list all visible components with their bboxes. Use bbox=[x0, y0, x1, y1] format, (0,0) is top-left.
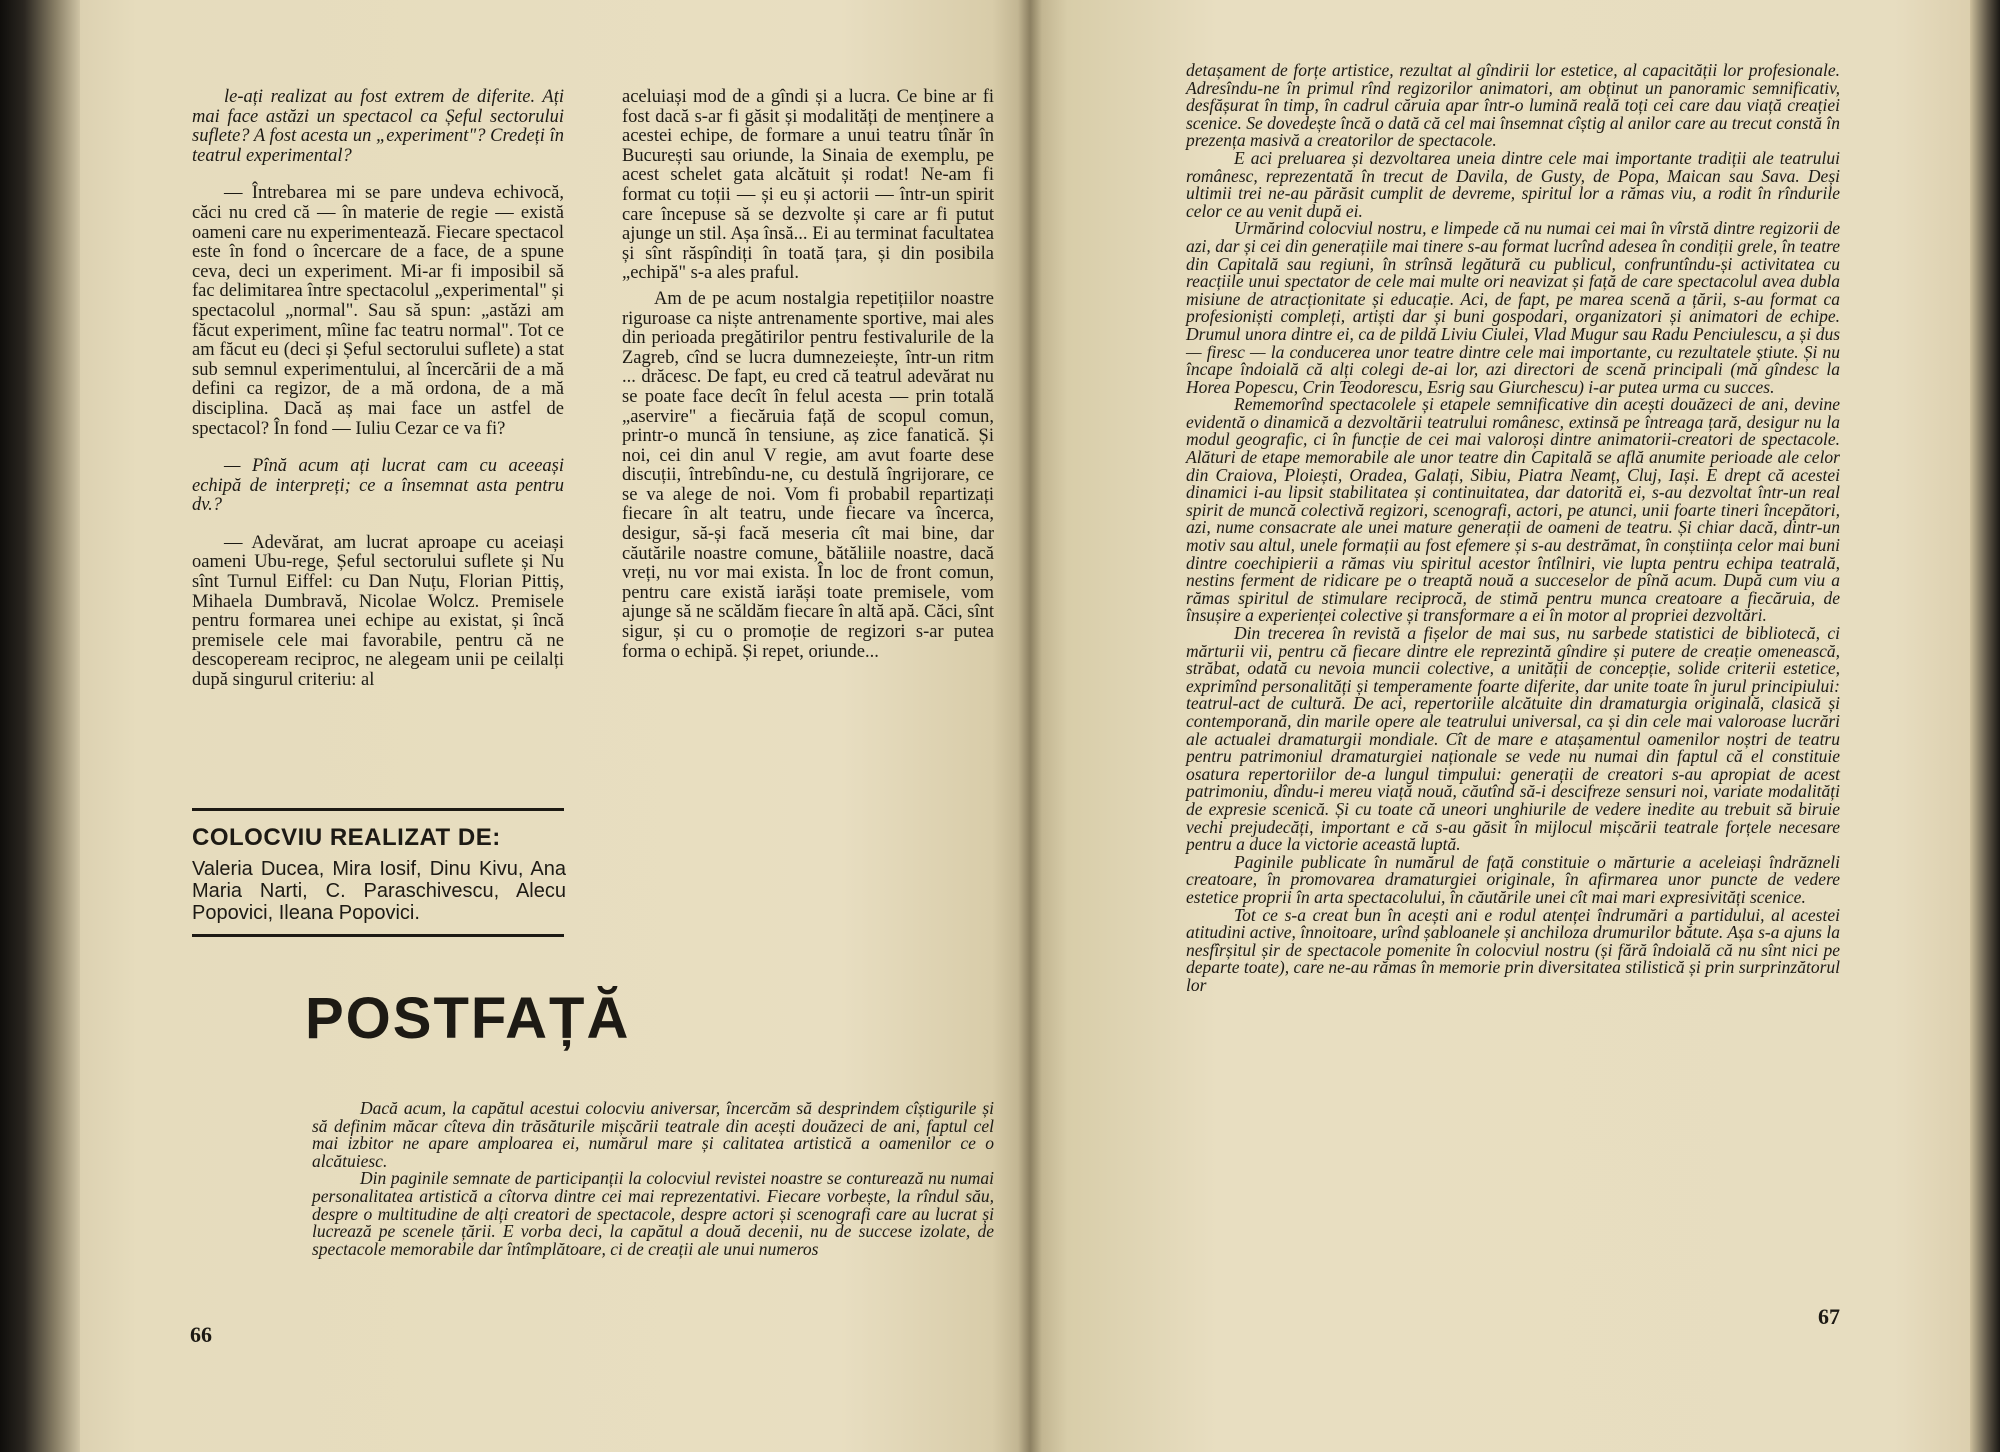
book-right-edge bbox=[1970, 0, 2000, 1452]
postfata-paragraph: Dacă acum, la capătul acestui colocviu aniversar, încercăm să desprindem cîștigurile și să definim măcar cîteva din trăsăturile mișcării teatrale din acești douăzeci de ani, faptul cel mai izbitor ne apare amploarea ei, numărul mare și calitatea artistică a oamenilor ce o alcătuiesc. bbox=[312, 1098, 994, 1171]
interview-question: — Pînă acum ați lucrat cam cu aceeași echipă de interpreți; ce a însemnat asta pentru dv.? bbox=[192, 456, 564, 516]
postfata-paragraph: Din trecerea în revistă a fișelor de mai sus, nu sarbede statistici de bibliotecă, ci mărturii vii, pentru că fiecare dintre ele reprezintă gîndire și putere de creație omenească, străbat, odată cu nevoia muncii colective, a unității de concepție, solide criterii estetice, exprimînd personalități și temperamente foarte diferite, dar unite toate în jurul principiului: teatrul-act de cultură. De aci, repertoriile alcătuite din dramaturgia originală, clasică și contemporană, din marile opere ale teatrului universal, ca și din cele mai valoroase lucrări ale actualei dramaturgii mondiale. Cît de mare e atașamentul oamenilor noștri de teatru pentru patrimoniul dramaturgiei naționale se vede nu numai din faptul că el constituie osatura repertoriilor de-a lungul timpului: generații de creatori s-au apropiat de acest patrimoniu, dîndu-i mereu viață nouă, căutînd să-i descifreze sensuri noi, variate modalități de expresie scenică. Și cu toate că uneori unghiurile de vedere inedite au trebuit să biruie vechi prejudecăți, important e că s-au găsit în mijlocul mișcării teatrale forțele necesare pentru a duce la victorie această luptă. bbox=[1186, 623, 1840, 855]
interview-answer: — Întrebarea mi se pare undeva echivocă, căci nu cred că — în materie de regie — există oameni care nu experimentează. Fiecare spectacol este în fond o încercare de a face, de a spune ceva, deci un experiment. Mi-ar fi imposibil să fac delimitarea între spectacolul „experimental" și spectacolul „normal". Sau să spun: „astăzi am făcut experiment, mîine fac teatru normal". Tot ce am făcut eu (deci și Șeful sectorului suflete) a stat sub semnul experimentului, al încercării de a mă defini ca regizor, de a mă ordona, de a mă disciplina. Dacă aș mai face un astfel de spectacol? În fond — Iuliu Cezar ce va fi? bbox=[192, 183, 564, 439]
postfata-paragraph: Tot ce s-a creat bun în acești ani e rodul atenței îndrumări a partidului, al acestei atitudini active, înnoitoare, urînd șabloanele și anchiloza drumurilor bătute. Așa s-a ajuns la nesfîrșitul șir de spectacole pomenite în colocviul nostru (și fără îndoială că nu sînt nici pe departe toate), care ne-au rămas în memorie prin diversitatea stilistică și prin surprinzătorul lor bbox=[1186, 904, 1840, 995]
postfata-text bbox=[312, 1100, 994, 1258]
credits-top-rule bbox=[192, 808, 564, 811]
book-left-edge bbox=[0, 0, 80, 1452]
interview-question: le-ați realizat au fost extrem de diferite. Ați mai face astăzi un spectacol ca Șeful sectorului suflete? A fost acesta un „experiment"? Credeți în teatrul experimental? bbox=[192, 87, 564, 166]
interview-column-2 bbox=[622, 88, 994, 662]
postfata-paragraph: Rememorînd spectacolele și etapele semnificative din acești douăzeci de ani, devine evidentă o dinamică a dezvoltării teatrului românesc, extinsă pe întreaga țară, desigur nu la modul geografic, ci în funcție de cei mai valoroși dintre animatorii-creatori de spectacole. Alături de etape memorabile ale unor teatre din Capitală se află anumite perioade ale celor din Craiova, Ploiești, Oradea, Galați, Sibiu, Piatra Neamț, Cluj, Iași. E drept că acestei dinamici i-au lipsit stabilitatea și continuitatea, dar datorită ei, s-au dezvoltat într-un real spirit de muncă colectivă regizori, scenografi, actori, pe atunci, unii foarte tineri începători, azi, nume consacrate ale unei mature generații de oameni de teatru. Și chiar dacă, dintr-un motiv sau altul, unele formații au fost efemere și s-au destrămat, în conștiința celor mai buni dintre coechipierii a rămas viu spiritul acestor întîlniri, vie lupta pentru echipa teatrală, nestins ferment de ridicare pe o treaptă nouă a succeselor de pînă acum. După cum viu a rămas spiritul de stimulare reciprocă, de stimă pentru munca creatoare a fiecăruia, de însușire a experienței colective și transformare a ei în motor al propriei dezvoltări. bbox=[1186, 394, 1840, 626]
book-gutter bbox=[1018, 0, 1042, 1452]
interview-answer-continued: aceluiași mod de a gîndi și a lucra. Ce bine ar fi fost dacă s-ar fi găsit și modalități de menținere a acestei echipe, de formare a unui teatru tînăr în București sau oriunde, la Sinaia de exemplu, pe acest schelet gata alcătuit și rodat! Ne-am fi format cu toții — și eu și actorii — într-un spirit care începuse să se dezvolte și care ar fi putut ajunge un stil. Așa însă... Ei au terminat facultatea și sînt răspîndiți în toată țara, și din posibila „echipă" s-a ales praful. bbox=[622, 87, 994, 284]
section-heading: POSTFAȚĂ bbox=[305, 986, 631, 1051]
postfata-continued-text bbox=[1186, 62, 1840, 994]
page-number-left: 66 bbox=[190, 1322, 212, 1347]
page-number-right: 67 bbox=[1818, 1304, 1840, 1329]
interview-column-1 bbox=[192, 88, 564, 691]
credits-bottom-rule bbox=[192, 934, 564, 937]
interview-answer: Am de pe acum nostalgia repetițiilor noastre riguroase ca niște antrenamente sportive, mai ales din perioada pregătirilor pentru festivalurile de la Zagreb, cînd se lucra dumnezeiește, într-un ritm ... drăcesc. De fapt, eu cred că teatrul adevărat nu se poate face decît în felul acesta — prin totală „aservire" a fiecăruia față de scopul comun, printr-o muncă în tensiune, aș zice fanatică. Și noi, cei din anul V regie, am avut foarte dese discuții, întrebîndu-ne, cu destulă îngrijorare, ce se va alege de noi. Vom fi probabil repartizați fiecare în alt teatru, unde fiecare va încerca, desigur, să-și facă meseria cît mai bine, dar căutările noastre comune, bătăliile noastre, dacă vreți, nu vor mai exista. În loc de front comun, pentru care există iarăși toate premisele, vom ajunge să ne scăldăm fiecare în altă apă. Căci, sînt sigur, și cu o promoție de regizori s-ar putea forma o echipă. Și repet, oriunde... bbox=[622, 288, 994, 662]
postfata-paragraph: Paginile publicate în numărul de față constituie o mărturie a aceleiași îndrăzneli creatoare, în promovarea dramaturgiei originale, în afirmarea unor puncte de vedere estetice proprii în arta spectacolului, în căutările unei cît mai mari expresivități scenice. bbox=[1186, 851, 1840, 907]
interview-answer: — Adevărat, am lucrat aproape cu aceiași oameni Ubu-rege, Șeful sectorului suflete și Nu sînt Turnul Eiffel: cu Dan Nuțu, Florian Pittiș, Mihaela Dumbravă, Nicolae Wolcz. Premisele pentru formarea unei echipe au existat, și încă premisele cele mai favorabile, pentru că ne descopeream reciproc, ne alegeam unii pe ceilalți după singurul criteriu: al bbox=[192, 532, 564, 691]
postfata-paragraph: detașament de forțe artistice, rezultat al gîndirii lor estetice, al capacității lor profesionale. Adresîndu-ne în primul rînd regizorilor animatori, am obținut un panoramic semnificativ, desfășurat în timp, în cadrul căruia apar într-o lumină reală toți cei care dau viață creației scenice. Se dovedește încă o dată că cel mai însemnat cîștig al anilor care au trecut constă în prezența masivă a creatorilor de spectacole. bbox=[1186, 60, 1840, 151]
postfata-paragraph: Urmărind colocviul nostru, e limpede că nu numai cei mai în vîrstă dintre regizorii de azi, dar și cei din generațiile mai tinere s-au format lucrînd adesea în condiții grele, în teatre din Capitală sau regiuni, în strînsă legătură cu publicul, confruntîndu-și activitatea cu reacțiile unui spectator de cele mai multe ori neavizat și față de care spectacolul avea dubla misiune de atracționitate și educație. Aci, de fapt, pe marea scenă a țării, s-au format ca profesioniști compleți, artiști dar și buni gospodari, organizatori și animatori de echipe. Drumul unora dintre ei, ca de pildă Liviu Ciulei, Vlad Mugur sau Radu Penciulescu, a și dus — firesc — la conducerea unor teatre dintre cele mai importante, cu rezultatele știute. Și nu încape îndoială că alți colegi de-ai lor, azi directori de scenă principali (mă gîndesc la Horea Popescu, Crin Teodorescu, Esrig sau Giurchescu) i-ar putea urma cu succes. bbox=[1186, 218, 1840, 397]
credits-title: COLOCVIU REALIZAT DE: bbox=[192, 824, 501, 851]
postfata-paragraph: Din paginile semnate de participanții la colocviul revistei noastre se conturează nu numai personalitatea artistică a cîtorva dintre cei mai reprezentativi. Fiecare vorbește, la rîndul său, despre o multitudine de alți creatori de spectacole, despre actori și scenografi care au lucrat și lucrează pe scenele țării. E vorba deci, la capătul a două decenii, nu de succese izolate, de spectacole memorabile dar întîmplătoare, ci de creații ale unui numeros bbox=[312, 1168, 994, 1259]
postfata-paragraph: E aci preluarea și dezvoltarea uneia dintre cele mai importante tradiții ale teatrului românesc, reprezentată în trecut de Davila, de Gusty, de Popa, Maican sau Sava. Deși ultimii trei ne-au părăsit cumplit de devreme, spiritul lor a rămas viu, a rodit în rîndurile celor ce au venit după ei. bbox=[1186, 147, 1840, 221]
credits-names: Valeria Ducea, Mira Iosif, Dinu Kivu, Ana Maria Narti, C. Paraschivescu, Alecu Popovici, Ileana Popovici. bbox=[192, 858, 566, 924]
